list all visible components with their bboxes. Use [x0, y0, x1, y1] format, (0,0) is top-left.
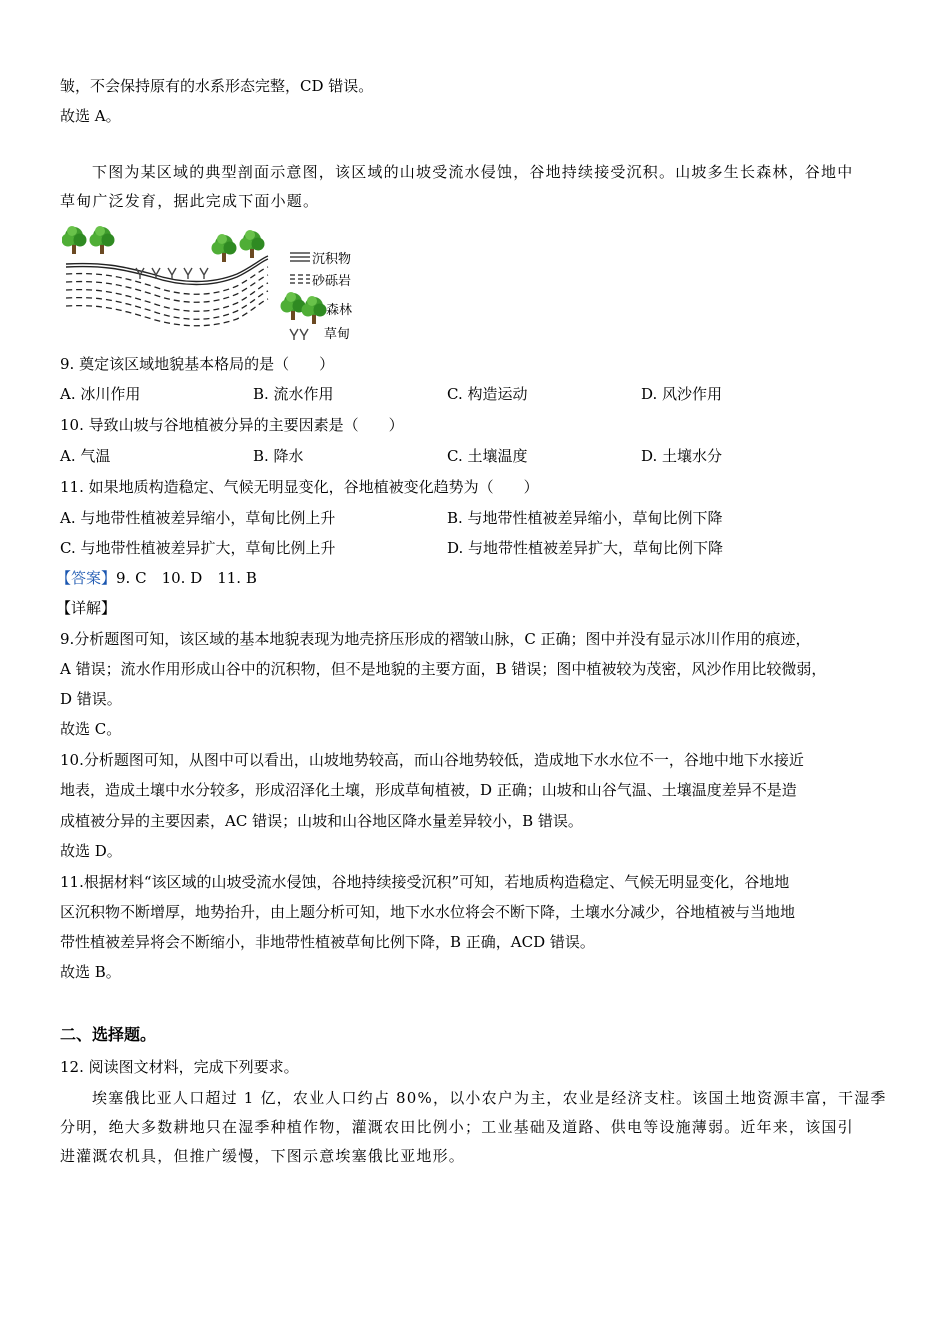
- gravel-layers: [66, 267, 268, 326]
- q12-material-line-2: 分明，绝大多数耕地只在湿季种植作物，灌溉农田比例小；工业基础及道路、供电等设施薄弱。近年来，该国引: [60, 1118, 854, 1136]
- detail-11-line-1: 11.根据材料“该区域的山坡受流水侵蚀，谷地持续接受沉积”可知，若地质构造稳定、气候无明显变化，谷地地: [60, 873, 790, 891]
- q11-option-b: B. 与地带性植被差异缩小，草甸比例下降: [447, 509, 723, 527]
- q10-stem: 10. 导致山坡与谷地植被分异的主要因素是（ ）: [60, 416, 404, 434]
- legend-forest-icon: [281, 292, 306, 320]
- detail-10-line-2: 地表，造成土壤中水分较多，形成沼泽化土壤，形成草甸植被，D 正确；山坡和山谷气温、土壤温度差异不是造: [60, 781, 797, 799]
- prev-text-line: 皱，不会保持原有的水系形态完整，CD 错误。: [60, 77, 374, 95]
- detail-11-line-2: 区沉积物不断增厚，地势抬升，由上题分析可知，地下水水位将会不断下降，土壤水分减少，谷地植被与当地地: [60, 903, 796, 921]
- detail-10-line-3: 成植被分异的主要因素，AC 错误；山坡和山谷地区降水量差异较小，B 错误。: [60, 812, 583, 830]
- detail-label: 【详解】: [56, 599, 117, 617]
- detail-9-line-1: 9.分析题图可知，该区域的基本地貌表现为地壳挤压形成的褶皱山脉，C 正确；图中并没有显示冰川作用的痕迹，: [60, 630, 811, 648]
- legend-meadow-icon: [290, 329, 298, 340]
- detail-9-conclusion: 故选 C。: [60, 720, 122, 738]
- q10-option-d: D. 土壤水分: [641, 447, 723, 465]
- legend-sediment-symbol: [290, 253, 310, 261]
- q11-stem: 11. 如果地质构造稳定、气候无明显变化，谷地植被变化趋势为（ ）: [60, 478, 539, 496]
- q12-stem: 12. 阅读图文材料，完成下列要求。: [60, 1058, 299, 1076]
- q9-option-a: A. 冰川作用: [60, 385, 141, 403]
- detail-9-line-2: A 错误；流水作用形成山谷中的沉积物，但不是地貌的主要方面，B 错误；图中植被较为茂密，风沙作用比较微弱，: [60, 660, 827, 678]
- detail-10-line-1: 10.分析题图可知，从图中可以看出，山坡地势较高，而山谷地势较低，造成地下水水位不一，谷地中地下水接近: [60, 751, 804, 769]
- detail-11-line-3: 带性植被差异将会不断缩小，非地带性植被草甸比例下降，B 正确，ACD 错误。: [60, 933, 595, 951]
- sediment-layers: [66, 256, 268, 285]
- legend-sediment-label: 沉积物: [312, 252, 352, 267]
- cross-section-figure: [62, 222, 372, 346]
- intro-line-1: 下图为某区域的典型剖面示意图，该区域的山坡受流水侵蚀，谷地持续接受沉积。山坡多生长森林，谷地中: [92, 163, 854, 181]
- q9-option-c: C. 构造运动: [447, 385, 528, 403]
- intro-line-2: 草甸广泛发育，据此完成下面小题。: [60, 192, 320, 210]
- q12-material-line-3: 进灌溉农机具，但推广缓慢，下图示意埃塞俄比亚地形。: [60, 1147, 466, 1165]
- q11-option-d: D. 与地带性植被差异扩大，草甸比例下降: [447, 539, 724, 557]
- q12-material-line-1: 埃塞俄比亚人口超过 1 亿，农业人口约占 80%，以小农户为主，农业是经济支柱。该国土地资源丰富，干湿季: [92, 1089, 887, 1107]
- legend-meadow-label: 草甸: [324, 327, 351, 342]
- q9-option-d: D. 风沙作用: [641, 385, 723, 403]
- q10-option-c: C. 土壤温度: [447, 447, 528, 465]
- q11-option-a: A. 与地带性植被差异缩小，草甸比例上升: [60, 509, 336, 527]
- detail-11-conclusion: 故选 B。: [60, 963, 121, 981]
- answer-label: 【答案】: [56, 569, 117, 587]
- detail-9-line-3: D 错误。: [60, 690, 122, 708]
- detail-10-conclusion: 故选 D。: [60, 842, 122, 860]
- section-2-title: 二、选择题。: [60, 1025, 157, 1044]
- prev-conclusion: 故选 A。: [60, 107, 121, 125]
- q9-stem: 9. 奠定该区域地貌基本格局的是（ ）: [60, 355, 335, 373]
- legend-gravel-label: 砂砾岩: [312, 274, 352, 289]
- q11-option-c: C. 与地带性植被差异扩大，草甸比例上升: [60, 539, 336, 557]
- answer-line: [56, 568, 257, 588]
- q10-option-a: A. 气温: [60, 447, 111, 465]
- legend-forest-label: 森林: [326, 303, 353, 318]
- legend-gravel-symbol: [290, 275, 310, 283]
- answer-value: 9. C 10. D 11. B: [116, 569, 257, 587]
- q10-option-b: B. 降水: [253, 447, 304, 465]
- q9-option-b: B. 流水作用: [253, 385, 334, 403]
- legend: [281, 251, 353, 342]
